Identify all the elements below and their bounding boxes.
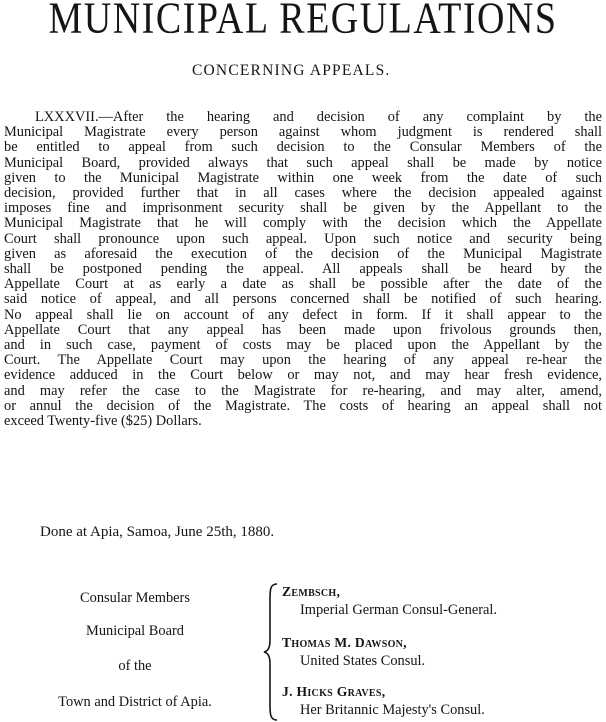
body-line: given to the Municipal Magistrate within one week from the date of such [4,169,602,186]
body-line: Appellate Court at as early a date as shall be possible after the date of the [4,276,602,293]
signature-name: J. Hicks Graves, [282,684,386,699]
signature-block [282,684,485,719]
regulation-body [4,110,602,429]
signatory-line-1: Consular Members [80,590,190,606]
body-line: No appeal shall lie on account of any defect in form. If it shall appear to the [4,306,602,323]
body-line: LXXXVII.—After the hearing and decision of any complaint by the [35,109,602,125]
signature-role: Imperial German Consul-General. [300,602,497,618]
body-line: imposes fine and imprisonment security shall be given by the Appellant to the [4,200,602,217]
body-line: Court. The Appellate Court may upon the hearing of any appeal re-hear the [4,352,602,369]
date-line: Done at Apia, Samoa, June 25th, 1880. [40,524,275,540]
body-line: evidence adduced in the Court below or may not, and may hear fresh evidence, [4,367,602,384]
signatory-line-4: Town and District of Apia. [58,694,212,710]
body-line: or annul the decision of the Magistrate. The costs of hearing an appeal shall not [4,397,602,414]
signature-block [282,635,425,670]
body-line: Appellate Court that any appeal has been made upon frivolous grounds then, [4,321,602,338]
body-line: said notice of appeal, and all persons concerned shall be notified of such hearing. [4,291,602,308]
body-line: and in such case, payment of costs may be placed upon the Appellant by the [4,337,602,354]
signature-role: Her Britannic Majesty's Consul. [300,702,485,718]
body-line: and may refer the case to the Magistrate for re-hearing, and may alter, amend, [4,382,602,399]
body-line: shall be postponed pending the appeal. All appeals shall be heard by the [4,261,602,278]
body-line: be entitled to appeal from such decision to the Consular Members of the [4,139,602,156]
signature-name: Thomas M. Dawson, [282,635,407,650]
body-line: given as aforesaid the execution of the decision of the Municipal Magistrate [4,245,602,262]
body-line: Court shall pronounce upon such appeal. Upon such notice and security being [4,230,602,247]
signatory-line-3: of the [118,658,152,674]
page-title: MUNICIPAL REGULATIONS [48,0,558,44]
body-line: Municipal Magistrate that he will comply with the decision which the Appellate [4,215,602,232]
body-line: Municipal Board, provided always that such appeal shall be made by notice [4,154,602,171]
body-line: decision, provided further that in all cases where the decision appealed against [4,185,602,202]
body-line: Municipal Magistrate every person against whom judgment is rendered shall [4,124,602,141]
signature-role: United States Consul. [300,653,426,669]
signatory-line-2: Municipal Board [86,623,184,639]
curly-brace-icon [262,582,282,722]
body-line: exceed Twenty-five ($25) Dollars. [4,413,202,430]
section-subtitle: CONCERNING APPEALS. [192,62,391,79]
signature-block [282,584,497,619]
signature-name: Zembsch, [282,584,341,599]
